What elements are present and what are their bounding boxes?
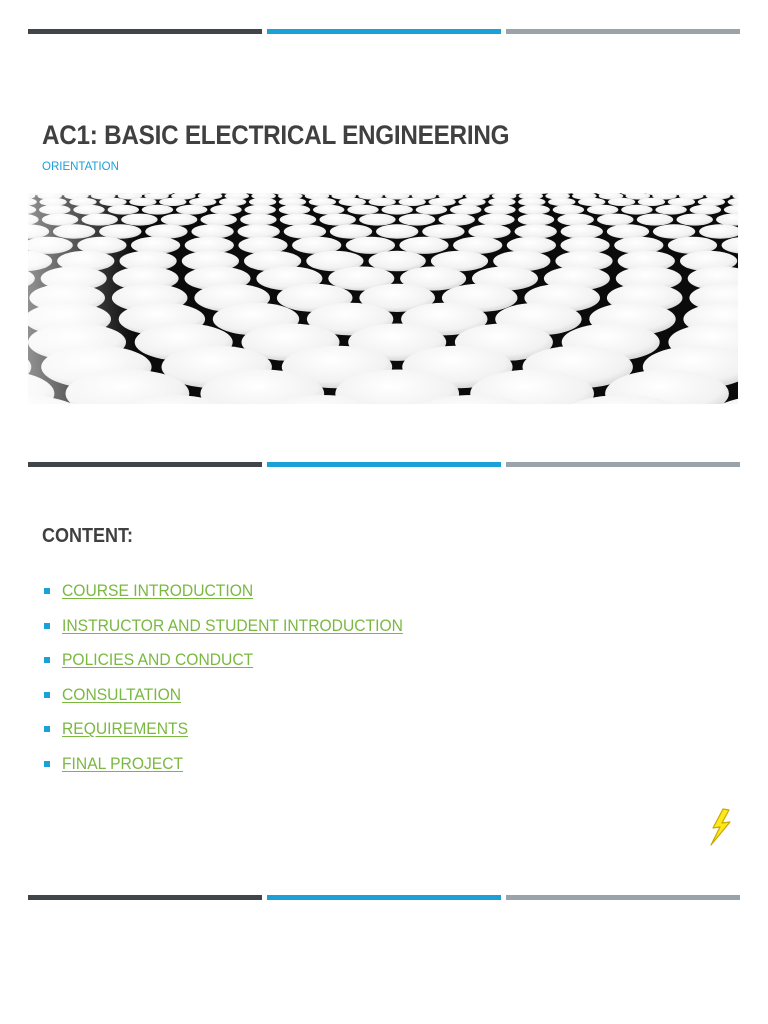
slide-subtitle: ORIENTATION <box>42 161 119 173</box>
divider-bottom <box>28 895 740 900</box>
divider-segment-gray <box>506 462 740 467</box>
divider-top <box>28 29 740 34</box>
content-heading: CONTENT: <box>42 525 133 547</box>
square-bullet-icon <box>44 692 50 698</box>
list-item <box>42 717 433 752</box>
square-bullet-icon <box>44 657 50 663</box>
content-list <box>42 579 433 787</box>
divider-segment-gray <box>506 29 740 34</box>
divider-segment-dark <box>28 462 262 467</box>
hero-image <box>28 193 738 404</box>
divider-segment-blue <box>267 29 501 34</box>
consultation-link[interactable]: CONSULTATION <box>62 684 182 704</box>
divider-segment-gray <box>506 895 740 900</box>
square-bullet-icon <box>44 588 50 594</box>
instructor-and-student-introduction-link[interactable]: INSTRUCTOR AND STUDENT INTRODUCTION <box>62 615 403 635</box>
square-bullet-icon <box>44 761 50 767</box>
course-introduction-link[interactable]: COURSE INTRODUCTION <box>62 581 254 600</box>
white-discs-pattern-image <box>28 193 738 404</box>
final-project-link[interactable]: FINAL PROJECT <box>62 753 184 773</box>
slide-title: AC1: BASIC ELECTRICAL ENGINEERING <box>42 120 510 150</box>
divider-segment-blue <box>267 462 501 467</box>
divider-segment-dark <box>28 29 262 34</box>
divider-segment-blue <box>267 895 501 900</box>
square-bullet-icon <box>44 726 50 732</box>
divider-middle <box>28 462 740 467</box>
list-item <box>42 648 433 683</box>
square-bullet-icon <box>44 623 50 629</box>
requirements-link[interactable]: REQUIREMENTS <box>62 719 189 739</box>
lightning-bolt-icon[interactable] <box>708 808 734 846</box>
list-item <box>42 752 433 787</box>
list-item <box>42 614 433 649</box>
divider-segment-dark <box>28 895 262 900</box>
list-item <box>42 579 433 614</box>
list-item <box>42 683 433 718</box>
policies-and-conduct-link[interactable]: POLICIES AND CONDUCT <box>62 650 254 670</box>
